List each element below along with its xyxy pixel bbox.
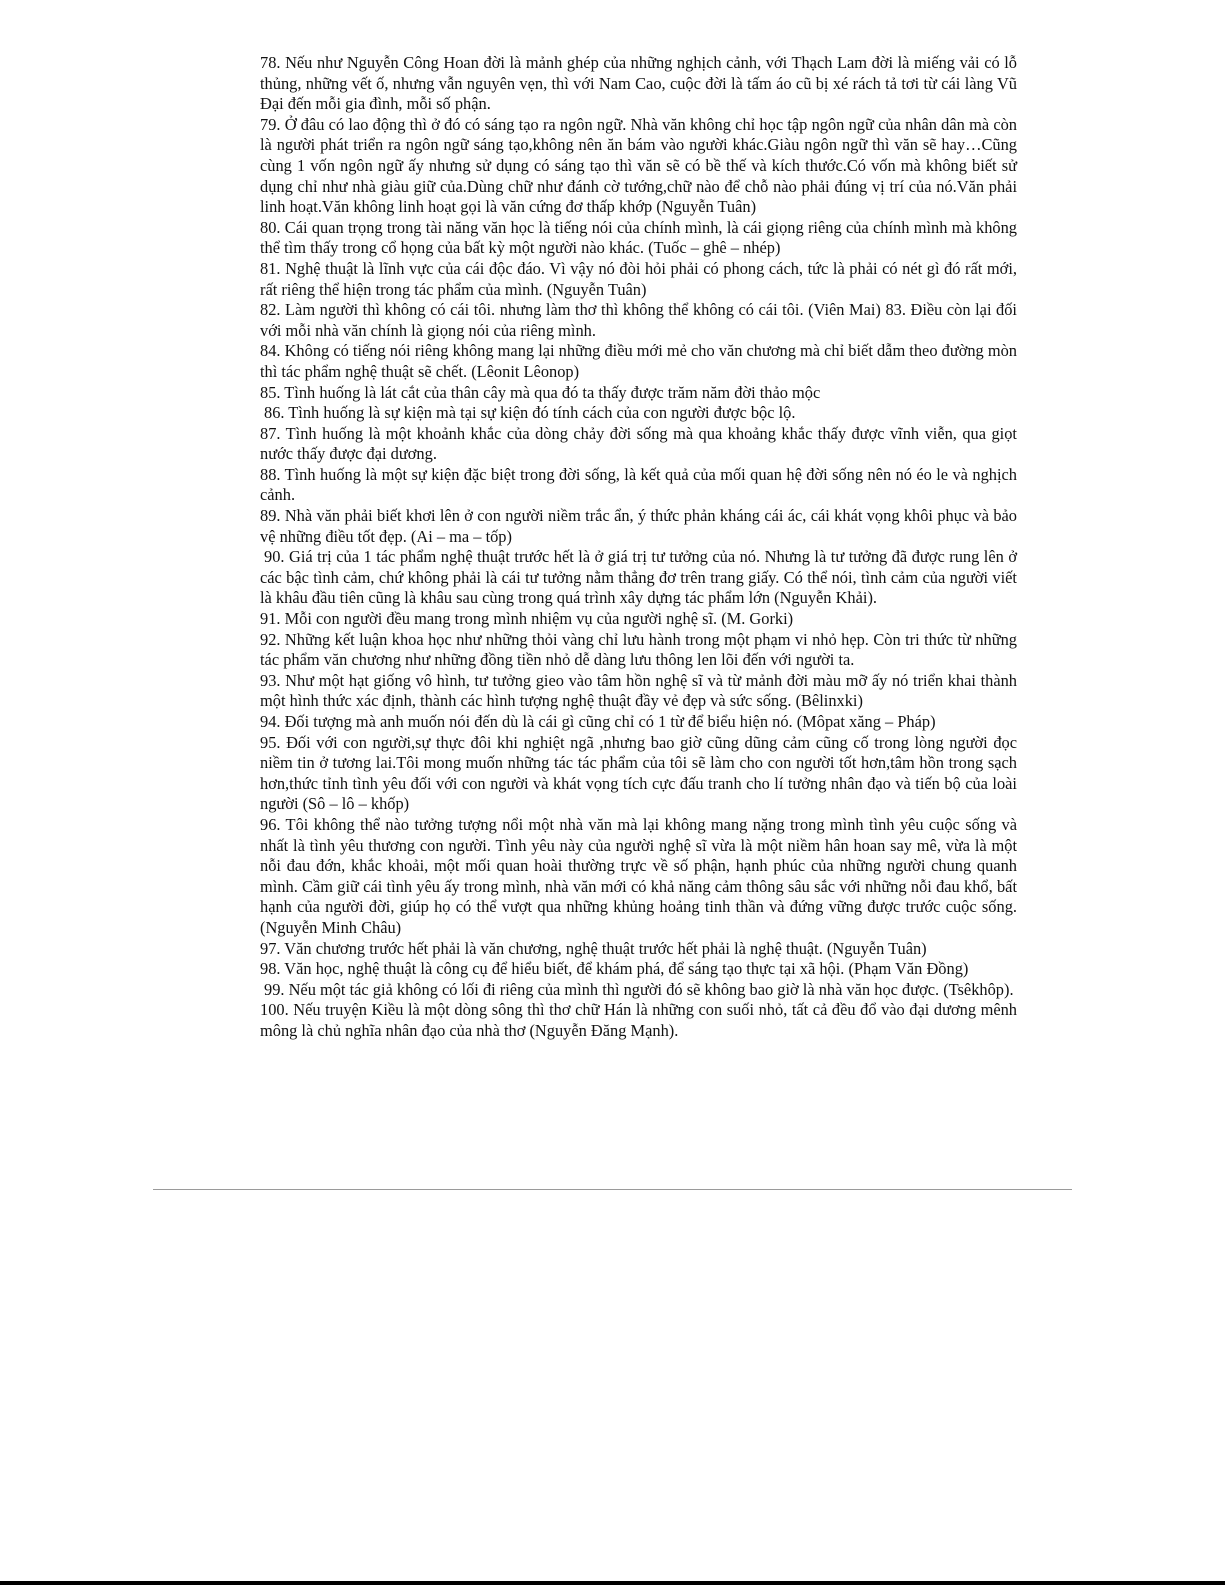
quote-94: 94. Đối tượng mà anh muốn nói đến dù là cái gì cũng chỉ có 1 từ để biểu hiện nó. (Môpat xăng – Pháp): [260, 712, 936, 731]
quote-80: 80. Cái quan trọng trong tài năng văn học là tiếng nói của chính mình, là cái giọng riêng của chính mình mà không thể tìm thấy trong cổ họng của bất kỳ một người nào khác. (Tuốc – ghê – nhép): [260, 217, 1017, 258]
quote-98: 98. Văn học, nghệ thuật là công cụ để hiểu biết, để khám phá, để sáng tạo thực tại xã hội. (Phạm Văn Đồng): [260, 959, 969, 979]
quote-91: 91. Mỗi con người đều mang trong mình nhiệm vụ của người nghệ sĩ. (M. Gorki): [260, 609, 794, 629]
quote-95: 95. Đối với con người,sự thực đôi khi nghiệt ngã ,nhưng bao giờ cũng dũng cảm cũng cố trong lòng người đọc niềm tin ở tương lai.Tôi mong muốn những tác tác phẩm của tôi sẽ làm cho con người tốt hơn,tâm hồn trong sạch hơn,thức tỉnh tình yêu đối với con người và khát vọng tích cực đấu tranh cho lí tưởng nhân đạo và tiến bộ của loài người (Sô – lô – khốp): [260, 732, 1017, 814]
quote-99: 99. Nếu một tác giả không có lối đi riêng của mình thì người đó sẽ không bao giờ là nhà văn học được. (Tsêkhôp).: [264, 979, 1014, 999]
quote-81: 81. Nghệ thuật là lĩnh vực của cái độc đáo. Vì vậy nó đòi hỏi phải có phong cách, tức là phải có nét gì đó rất mới, rất riêng thể hiện trong tác phẩm của mình. (Nguyễn Tuân): [260, 258, 1017, 299]
quote-79: 79. Ở đâu có lao động thì ở đó có sáng tạo ra ngôn ngữ. Nhà văn không chỉ học tập ngôn ngữ của nhân dân mà còn là người phát triển ra ngôn ngữ sáng tạo,không nên ăn bám vào người khác.Giàu ngôn ngữ thì văn sẽ hay…Cũng cùng 1 vốn ngôn ngữ ấy nhưng sử dụng có sáng tạo thì văn sẽ có bề thế và kích thước.Có vốn mà không biết sử dụng chỉ như nhà giàu giữ của.Dùng chữ như đánh cờ tướng,chữ nào để chỗ nào phải đúng vị trí của nó.Văn phải linh hoạt.Văn không linh hoạt gọi là văn cứng đơ thấp khớp (Nguyễn Tuân): [260, 114, 1017, 217]
footer-divider: [153, 1189, 1072, 1190]
quote-89: 89. Nhà văn phải biết khơi lên ở con người niềm trắc ẩn, ý thức phản kháng cái ác, cái khát vọng khôi phục và bảo vệ những điều tốt đẹp. (Ai – ma – tốp): [260, 506, 1017, 546]
quote-86: 86. Tình huống là sự kiện mà tại sự kiện đó tính cách của con người được bộc lộ.: [264, 403, 796, 423]
quote-82-83: 82. Làm người thì không có cái tôi. nhưng làm thơ thì không thể không có cái tôi. (Viên Mai) 83. Điều còn lại đối với mỗi nhà văn chính là giọng nói của riêng mình.: [260, 300, 1017, 340]
quote-90: 90. Giá trị của 1 tác phẩm nghệ thuật trước hết là ở giá trị tư tưởng của nó. Nhưng là tư tưởng đã được rung lên ở các bậc tình cảm, chứ không phải là cái tư tưởng nằm thẳng đơ trên trang giấy. Có thể nói, tình cảm của người viết là khâu đầu tiên cũng là khâu sau cùng trong quá trình xây dựng tác phẩm lớn (Nguyễn Khải).: [260, 547, 1017, 608]
quote-92: 92. Những kết luận khoa học như những thỏi vàng chỉ lưu hành trong một phạm vi nhỏ hẹp. Còn tri thức từ những tác phẩm văn chương như những đồng tiền nhỏ dễ dàng lưu thông len lõi đến với người ta.: [260, 629, 1017, 670]
page-bottom-edge: [0, 1581, 1225, 1585]
quote-87: 87. Tình huống là một khoảnh khắc của dòng chảy đời sống mà qua khoảng khắc thấy được vĩnh viễn, qua giọt nước thấy được đại dương.: [260, 423, 1017, 464]
quote-93: 93. Như một hạt giống vô hình, tư tưởng gieo vào tâm hồn nghệ sĩ và từ mảnh đời màu mỡ ấy nó triển khai thành một hình thức xác định, thành các hình tượng nghệ thuật đầy vẻ đẹp và sức sống. (Bêlinxki): [260, 670, 1017, 711]
quote-88: 88. Tình huống là một sự kiện đặc biệt trong đời sống, là kết quả của mối quan hệ đời sống nên nó éo le và nghịch cảnh.: [260, 464, 1017, 505]
quote-85: 85. Tình huống là lát cắt của thân cây mà qua đó ta thấy được trăm năm đời thảo mộc: [260, 382, 821, 402]
quote-96: 96. Tôi không thể nào tưởng tượng nổi một nhà văn mà lại không mang nặng trong mình tình yêu cuộc sống và nhất là tình yêu thương con người. Tình yêu này của người nghệ sĩ vừa là một niềm hân hoan say mê, vừa là một nỗi đau đớn, khắc khoải, một mối quan hoài thường trực về số phận, hạnh phúc của những người chung quanh mình. Cầm giữ cái tình yêu ấy trong mình, nhà văn mới có khả năng cảm thông sâu sắc với những nỗi đau khổ, bất hạnh của người đời, giúp họ có thể vượt qua những khủng hoảng tinh thần và đứng vững được trước cuộc sống. (Nguyễn Minh Châu): [260, 814, 1017, 937]
quotes-body: [260, 53, 1017, 1042]
quote-100: 100. Nếu truyện Kiều là một dòng sông thì thơ chữ Hán là những con suối nhỏ, tất cả đều đổ vào đại dương mênh mông là chủ nghĩa nhân đạo của nhà thơ (Nguyễn Đăng Mạnh).: [260, 1000, 1017, 1040]
quote-84: 84. Không có tiếng nói riêng không mang lại những điều mới mẻ cho văn chương mà chỉ biết dẫm theo đường mòn thì tác phẩm nghệ thuật sẽ chết. (Lêonit Lêonop): [260, 341, 1017, 381]
quote-97: 97. Văn chương trước hết phải là văn chương, nghệ thuật trước hết phải là nghệ thuật. (Nguyễn Tuân): [260, 938, 927, 958]
quote-78: 78. Nếu như Nguyễn Công Hoan đời là mảnh ghép của những nghịch cảnh, với Thạch Lam đời là miếng vải có lỗ thủng, những vết ố, nhưng vẫn nguyên vẹn, thì với Nam Cao, cuộc đời là tấm áo cũ bị xé rách tả tơi từ cái làng Vũ Đại đến mỗi gia đình, mỗi số phận.: [260, 53, 1017, 114]
